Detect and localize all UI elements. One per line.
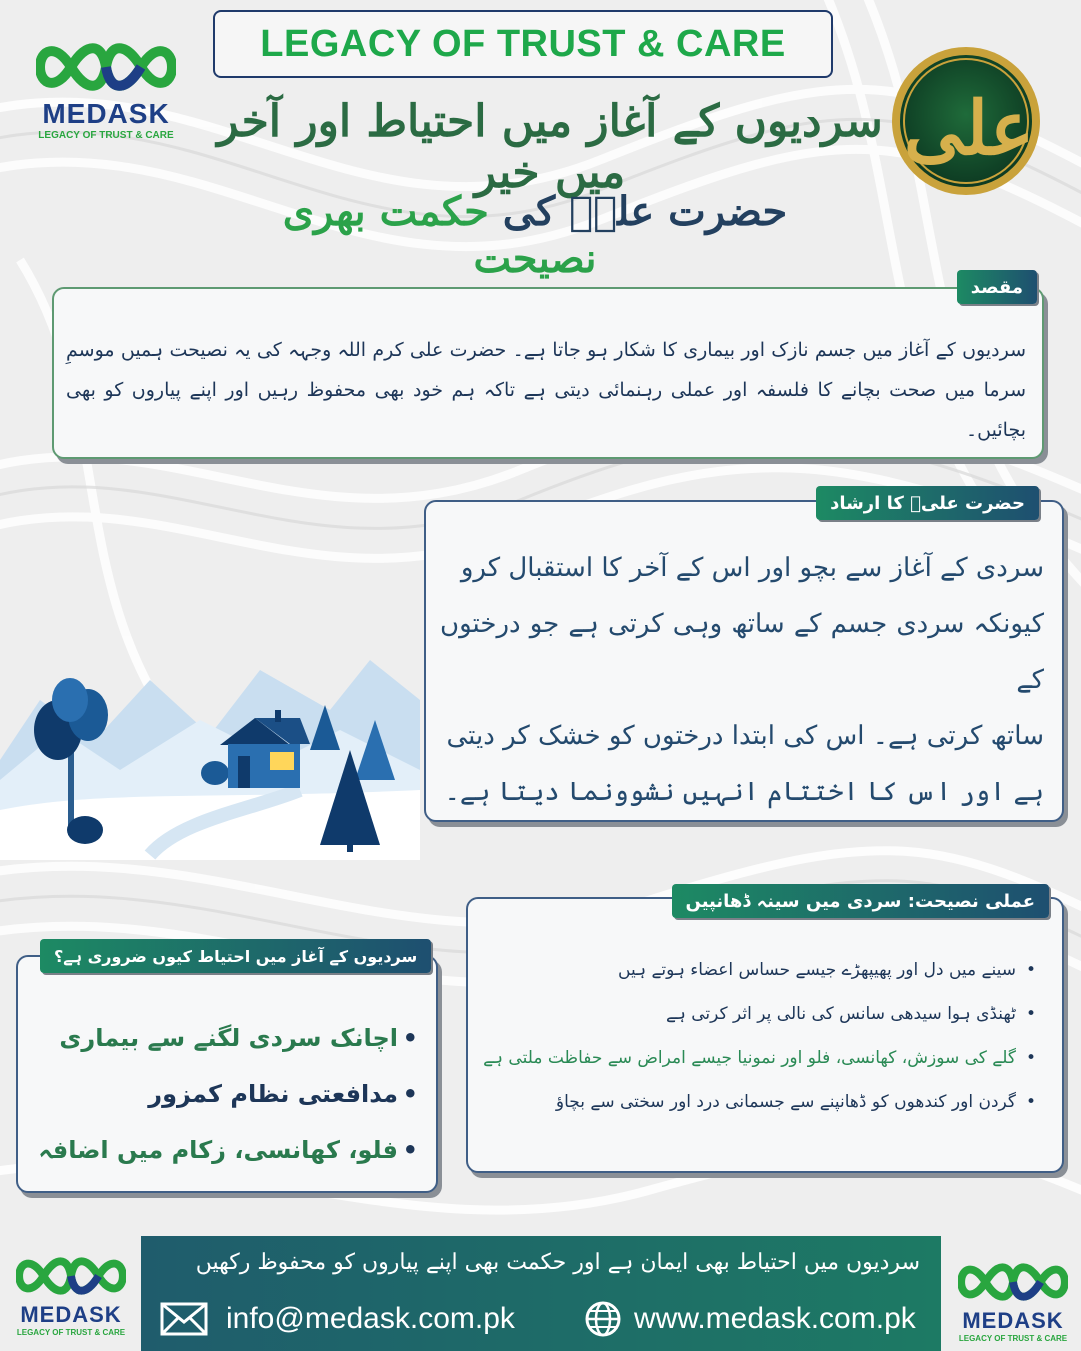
brand-tagline: LEGACY OF TRUST & CARE — [958, 1334, 1068, 1343]
brand-name: MEDASK — [42, 98, 170, 129]
purpose-tab: مقصد — [957, 270, 1037, 304]
practical-list — [480, 948, 1040, 1124]
list-item: • سینے میں دل اور پھیپھڑے جیسے حساس اعضاء ہوتے ہیں — [480, 948, 1016, 992]
subtitle-part-1: حضرت علیؓ کی — [502, 188, 788, 235]
website-link[interactable]: www.medask.com.pk — [634, 1302, 916, 1335]
globe-icon — [584, 1300, 622, 1338]
winter-cabin-scene-icon — [0, 640, 420, 864]
medask-infinity-icon — [958, 1256, 1068, 1308]
saying-line: سردی کے آغاز سے بچو اور اس کے آخر کا استقبال کرو — [460, 553, 1044, 583]
list-item: • گردن اور کندھوں کو ڈھانپنے سے جسمانی درد اور سختی سے بچاؤ — [480, 1080, 1016, 1124]
envelope-icon — [160, 1302, 208, 1336]
list-item: • فلو، کھانسی، زکام میں اضافہ — [36, 1122, 398, 1178]
ali-calligraphy-emblem-icon — [887, 42, 1045, 204]
brand-logo — [26, 36, 186, 141]
saying-tab: حضرت علیؓ کا ارشاد — [816, 486, 1039, 520]
page-subtitle — [240, 188, 830, 282]
brand-tagline: LEGACY OF TRUST & CARE — [38, 130, 174, 141]
brand-tagline: LEGACY OF TRUST & CARE — [16, 1328, 126, 1337]
saying-line: ساتھ کرتی ہے۔ اس کی ابتدا درختوں کو خشک کر دیتی — [446, 721, 1044, 751]
headline-banner: LEGACY OF TRUST & CARE — [213, 10, 833, 78]
medask-infinity-icon — [36, 36, 176, 98]
svg-text:علی: علی — [903, 86, 1035, 172]
list-item: • ٹھنڈی ہوا سیدھی سانس کی نالی پر اثر کرتی ہے — [480, 992, 1016, 1036]
list-item: • گلے کی سوزش، کھانسی، فلو اور نمونیا جیسے امراض سے حفاظت ملتی ہے — [480, 1036, 1016, 1080]
list-item: • اچانک سردی لگنے سے بیماری — [36, 1010, 398, 1066]
subtitle-part-2: حکمت بھری نصیحت — [282, 188, 597, 282]
email-link[interactable]: info@medask.com.pk — [226, 1302, 515, 1335]
footer-website[interactable] — [584, 1300, 916, 1338]
footer-logo-right — [948, 1256, 1078, 1343]
purpose-text: سردیوں کے آغاز میں جسم نازک اور بیماری کا شکار ہو جاتا ہے۔ حضرت علی کرم اللہ وجہہ کی یہ نصیحت ہمیں موسمِ سرما میں صحت بچانے کا فلسفہ اور عملی رہنمائی دیتی ہے تاکہ ہم خود بھی محفوظ رہیں اور اپنے پیاروں کو بھی بچائیں۔ — [66, 339, 1026, 441]
footer-email[interactable] — [160, 1302, 515, 1336]
risks-list — [36, 1010, 422, 1178]
medask-infinity-icon — [16, 1250, 126, 1302]
list-item: • مدافعتی نظام کمزور — [36, 1066, 398, 1122]
practical-tab: عملی نصیحت: سردی میں سینہ ڈھانپیں — [672, 884, 1050, 918]
risks-tab: سردیوں کے آغاز میں احتیاط کیوں ضروری ہے؟ — [40, 939, 431, 973]
brand-name: MEDASK — [962, 1308, 1064, 1333]
saying-line: کیونکہ سردی جسم کے ساتھ وہی کرتی ہے جو درختوں کے — [440, 609, 1044, 695]
footer-logo-left — [6, 1250, 136, 1337]
footer-message: سردیوں میں احتیاط بھی ایمان ہے اور حکمت بھی اپنے پیاروں کو محفوظ رکھیں — [195, 1250, 920, 1275]
page-title: سردیوں کے آغاز میں احتیاط اور آخر میں خیر — [217, 96, 883, 198]
saying-line: ہے اور اس کا اختتام انہیں نشوونما دیتا ہے۔ — [444, 777, 1044, 807]
saying-text — [440, 540, 1044, 820]
brand-name: MEDASK — [20, 1302, 122, 1327]
